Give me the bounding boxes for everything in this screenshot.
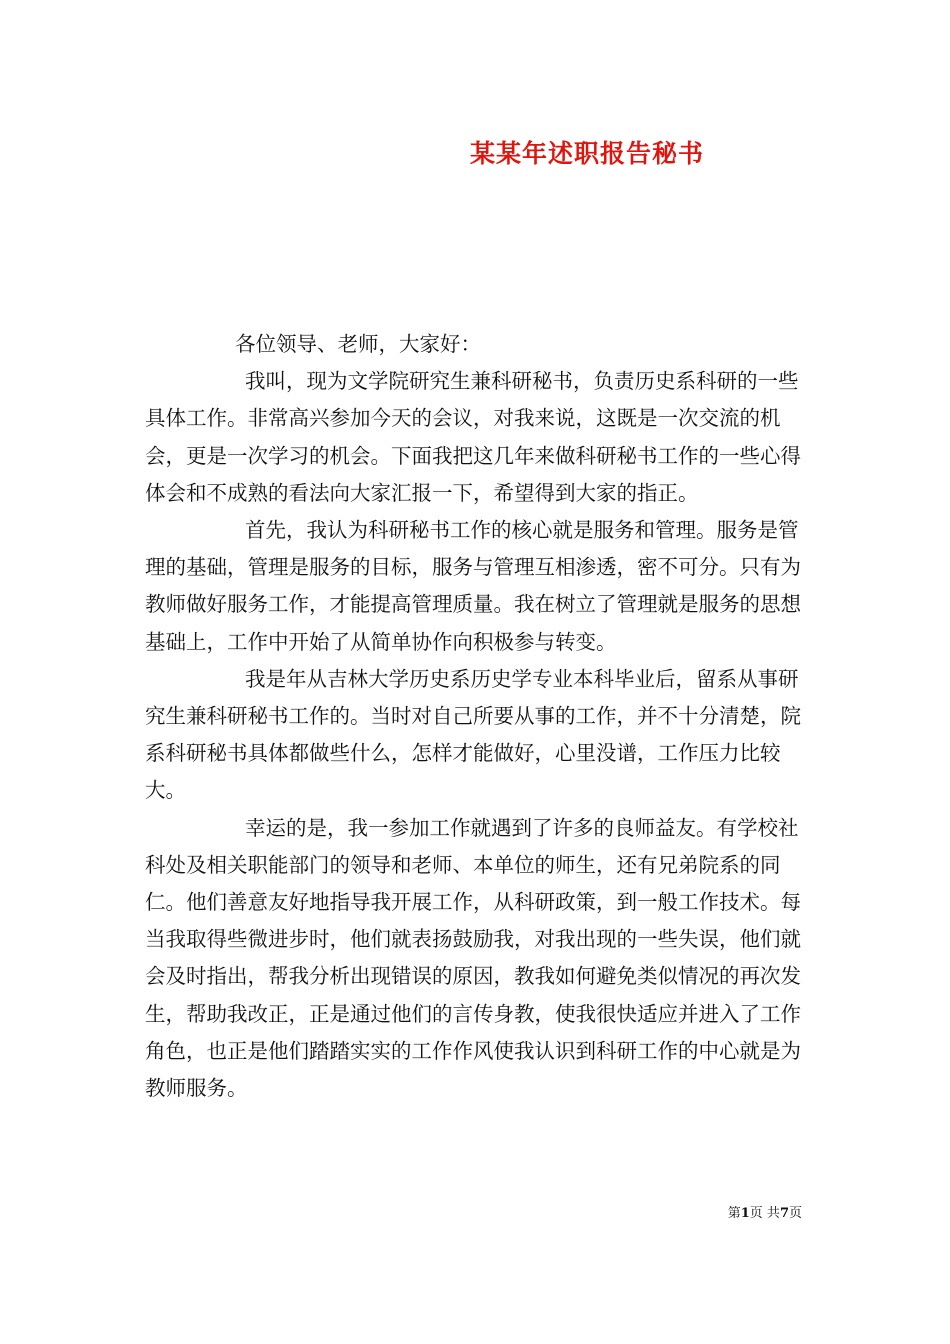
footer-prefix: 第	[727, 1206, 741, 1221]
paragraph-4: 幸运的是，我一参加工作就遇到了许多的良师益友。有学校社科处及相关职能部门的领导和老师、本单位的师生，还有兄弟院系的同仁。他们善意友好地指导我开展工作，从科研政策，到一般工作技术。每当我取得些微进步时，他们就表扬鼓励我，对我出现的一些失误，他们就会及时指出，帮我分析出现错误的原因，教我如何避免类似情况的再次发生，帮助我改正，正是通过他们的言传身教，使我很快适应并进入了工作角色，也正是他们踏踏实实的工作作风使我认识到科研工作的中心就是为教师服务。	[145, 815, 801, 1101]
greeting: 各位领导、老师，大家好：	[235, 332, 481, 356]
paragraph-3: 我是年从吉林大学历史系历史学专业本科毕业后，留系从事研究生兼科研秘书工作的。当时对自己所要从事的工作，并不十分清楚，院系科研秘书具体都做些什么，怎样才能做好，心里没谱，工作压力比较大。	[145, 666, 801, 803]
document-body	[145, 326, 807, 1107]
paragraph-1: 我叫，现为文学院研究生兼科研秘书，负责历史系科研的一些具体工作。非常高兴参加今天的会议，对我来说，这既是一次交流的机会，更是一次学习的机会。下面我把这几年来做科研秘书工作的一些心得体会和不成熟的看法向大家汇报一下，希望得到大家的指正。	[145, 369, 801, 505]
footer-total-pages: 7	[779, 1206, 789, 1221]
footer-middle: 页 共	[749, 1206, 780, 1221]
footer-current-page: 1	[740, 1206, 750, 1221]
paragraph-2: 首先，我认为科研秘书工作的核心就是服务和管理。服务是管理的基础，管理是服务的目标，服务与管理互相渗透，密不可分。只有为教师做好服务工作，才能提高管理质量。我在树立了管理就是服务的思想基础上，工作中开始了从简单协作向积极参与转变。	[145, 518, 801, 654]
footer-suffix: 页	[788, 1206, 802, 1221]
document-title: 某某年述职报告秘书	[470, 139, 705, 168]
page-footer	[728, 1202, 802, 1221]
